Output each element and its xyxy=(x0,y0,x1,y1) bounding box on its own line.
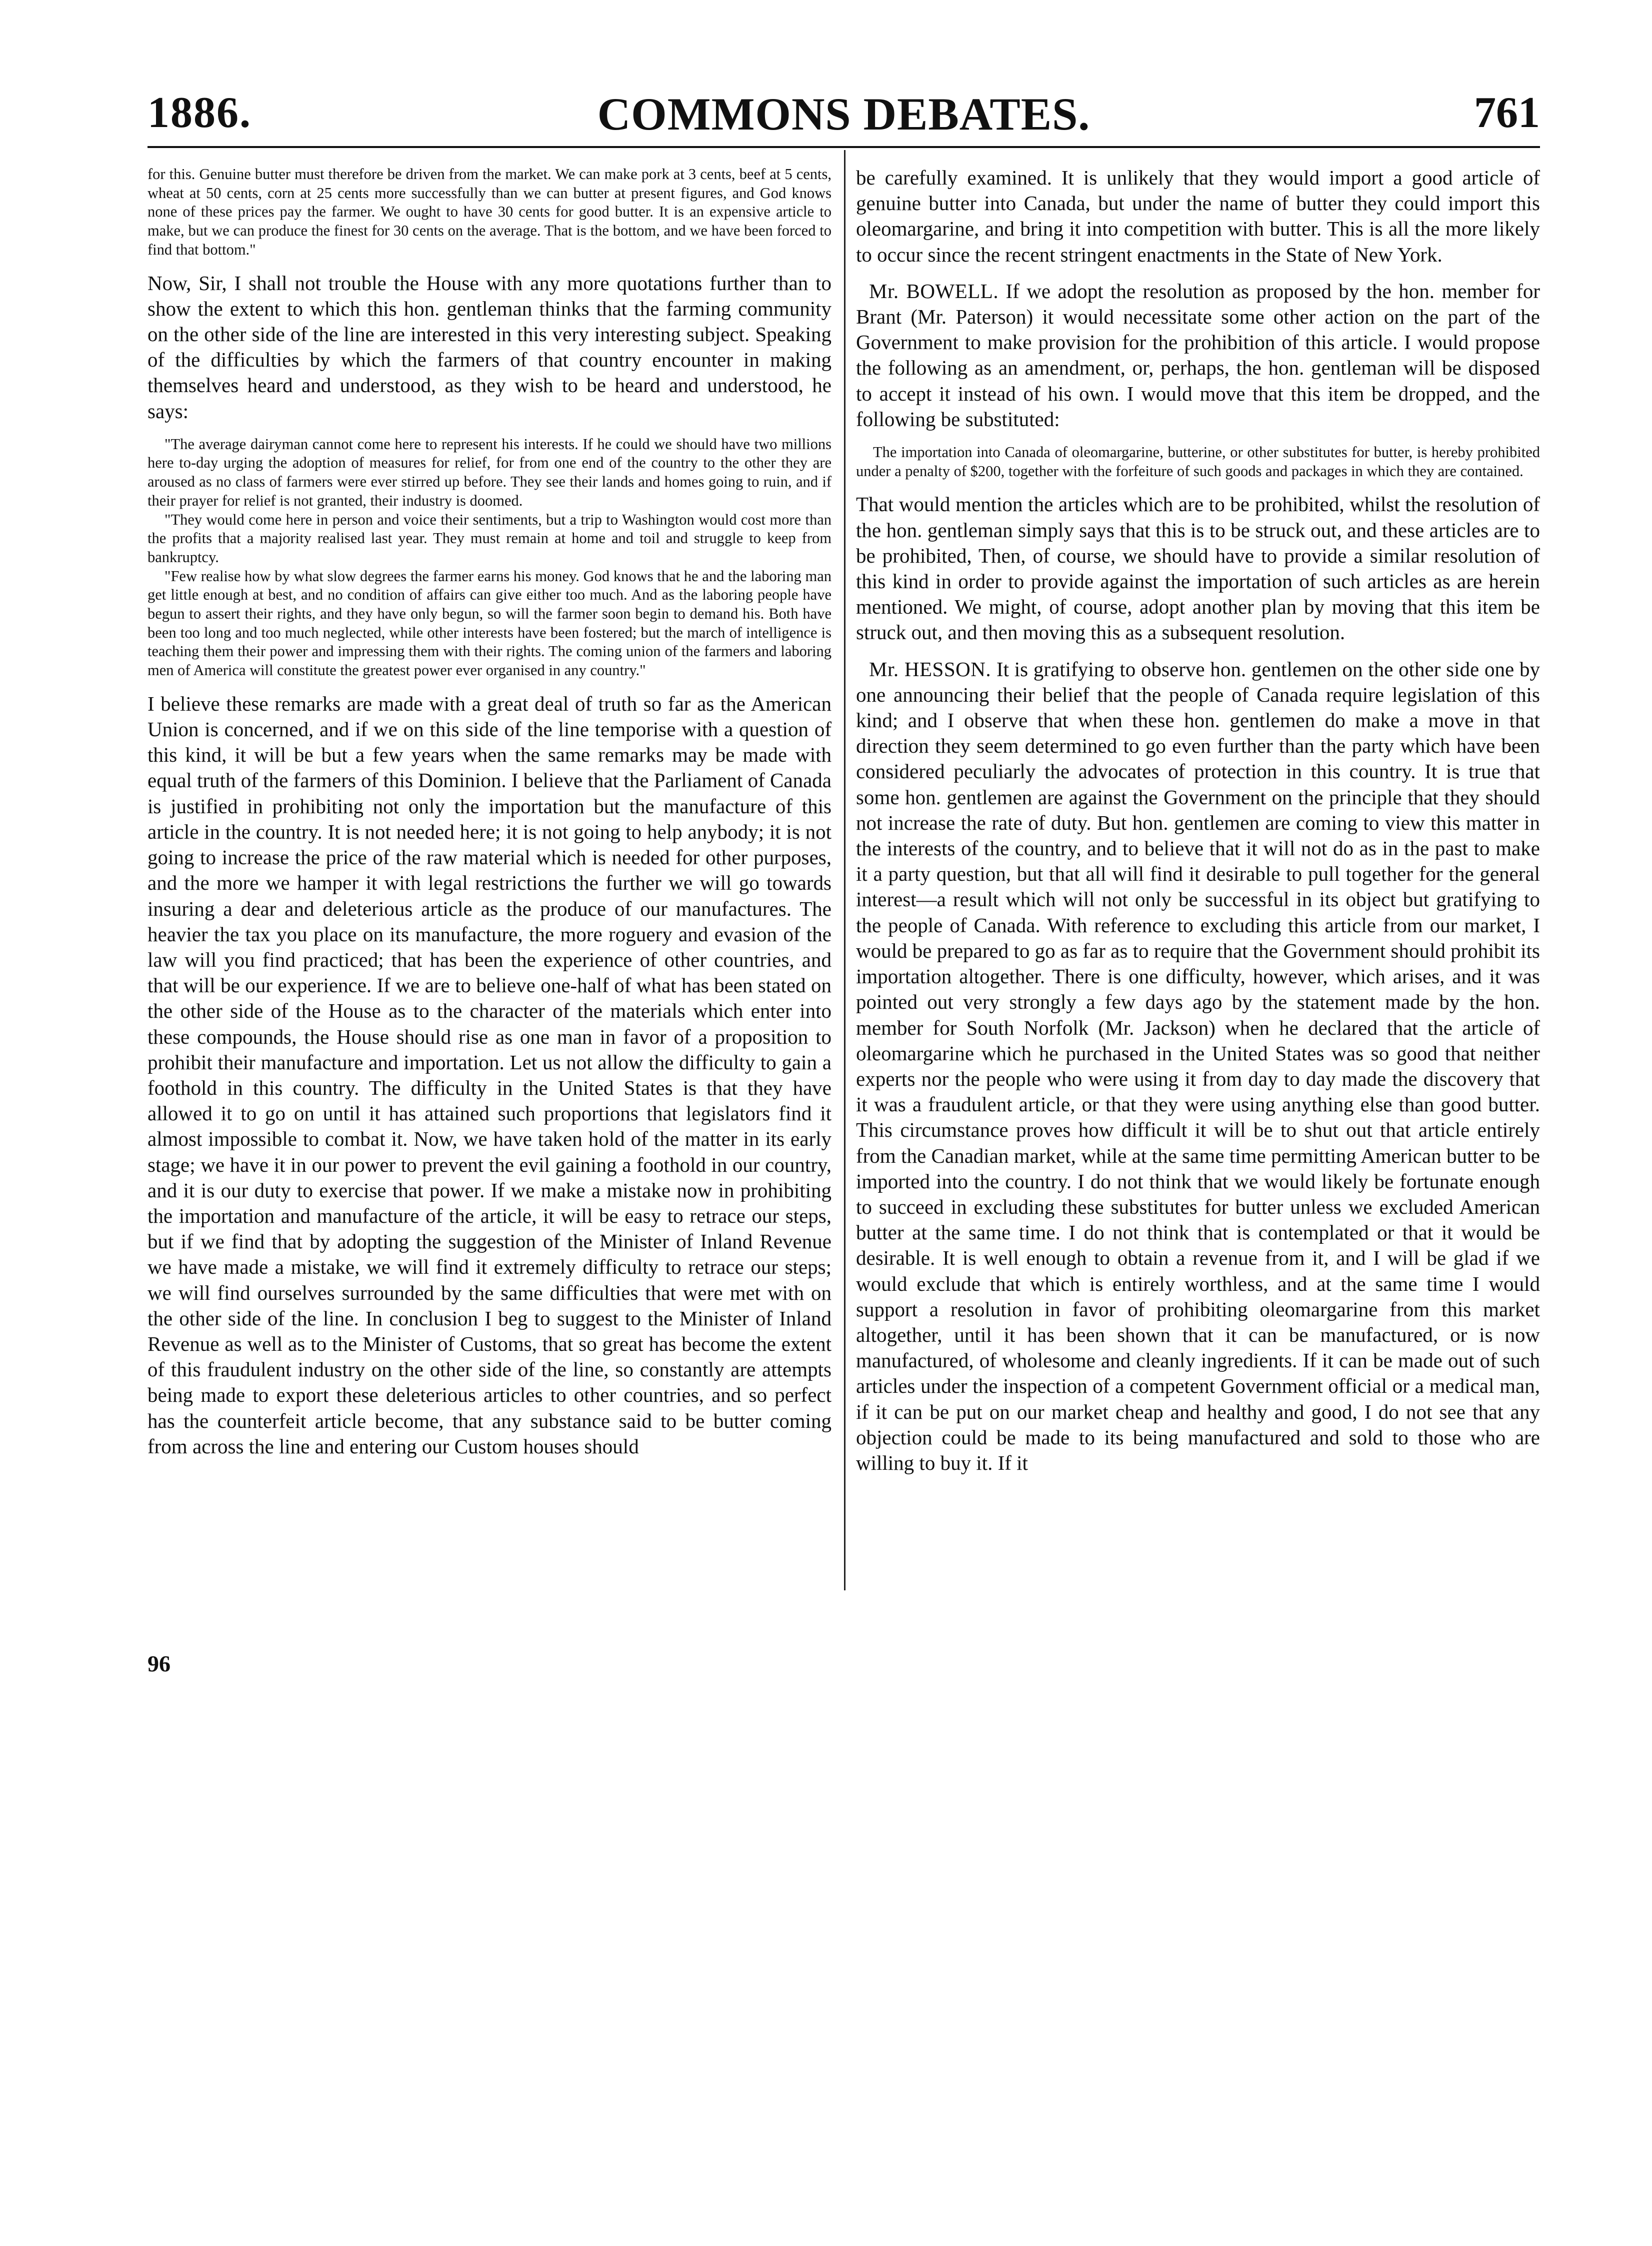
paragraph: I believe these remarks are made with a great deal of truth so far as the American Union is concerned, and if we on this side of the line temporise with a question of this kind, it will be but a few years when the same remarks may be made with equal truth of the farmers of this Dominion. I believe that the Parliament of Canada is justified in prohibiting not only the importation but the manufacture of this article in the country. It is not needed here; it is not going to help anybody; it is not going to increase the price of the raw material which is needed for other purposes, and the more we hamper it with legal restrictions the further we will go towards insuring a dear and deleterious article as the produce of our manufactures. The heavier the tax you place on its manufacture, the more roguery and evasion of the law will you find practiced; that has been the experience of other countries, and that will be our experience. If we are to believe one-half of what has been stated on the other side of the House as to the character of the materials which enter into these compounds, the House should rise as one man in favor of a proposition to prohibit their manufacture and importation. Let us not allow the difficulty to gain a foothold in this country. The difficulty in the United States is that they have allowed it to go on until it has attained such proportions that legislators find it almost impossible to combat it. Now, we have taken hold of the matter in its early stage; we have it in our power to prevent the evil gaining a foothold in our country, and it is our duty to exercise that power. If we make a mistake now in prohibiting the importation and manufacture of the article, it will be easy to retrace our steps, but if we find that by adopting the suggestion of the Minister of Inland Revenue we have made a mistake, we will find it extremely difficulty to retrace our steps; we will find ourselves surrounded by the same difficulties that were met with on the other side of the line. In conclusion I beg to suggest to the Minister of Inland Revenue as well as to the Minister of Customs, that so great has become the extent of this fraudulent industry on the other side of the line, so constantly are attempts being made to export these deleterious articles to other countries, and so perfect has the counterfeit article become, that any substance said to be butter coming from across the line and entering our Custom houses should xyxy=(148,692,832,1458)
quote-paragraph: "Few realise how by what slow degrees the farmer earns his money. God knows that he and the laboring man get little enough at best, and no condition of affairs can give either too much. And as the laboring people have begun to assert their rights, and they have only begun, so will the farmer soon begin to demand his. Both have been too long and too much neglected, while other interests have been fostered; but the march of intelligence is teaching them their power and impressing them with their rights. The coming union of the farmers and laboring men of America will constitute the greatest power ever organised in any country." xyxy=(148,567,832,679)
quote-paragraph: The importation into Canada of oleomargarine, butterine, or other substitutes for butter, is hereby prohibited under a penalty of $200, together with the forfeiture of such goods and packages in which they are contained. xyxy=(856,444,1540,480)
header-title: COMMONS DEBATES. xyxy=(597,89,1090,140)
left-column xyxy=(148,165,832,1459)
quote-paragraph: "They would come here in person and voice their sentiments, but a trip to Washington would cost more than the profits that a majority realised last year. They must remain at home and toil and struggle to keep from bankruptcy. xyxy=(148,511,832,566)
header-page-number: 761 xyxy=(1474,89,1540,137)
block-quote xyxy=(856,443,1540,481)
speech-text: It is gratifying to observe hon. gentlemen on the other side one by one announcing their belief that the people of Canada require legislation of this kind; and I observe that when these hon. gentlemen do make a move in that direction they seem determined to go even further than the party which have been considered peculiarly the advocates of protection in this country. It is true that some hon. gentlemen are against the Government on the principle that they should not increase the rate of duty. But hon. gentlemen are coming to view this matter in the interests of the country, and to believe that it will not do as in the past to make it a party question, but that all will find it desirable to pull together for the general interest—a result which will not only be successful in its object but gratifying to the people of Canada. With reference to excluding this article from our market, I would be prepared to go as far as to require that the Government should prohibit its importation altogether. There is one difficulty, however, which arises, and it was pointed out very strongly a few days ago by the statement made by the hon. member for South Norfolk (Mr. Jackson) when he declared that the article of oleomargarine which he purchased in the United States was so good that neither experts nor the people who were using it from day to day made the discovery that it was a fraudulent article, or that they were using anything else than good butter. This circumstance proves how difficult it will be to shut out that article entirely from the Canadian market, while at the same time permitting American butter to be imported into the country. I do not think that we would likely be fortunate enough to succeed in excluding these substitutes for butter unless we excluded American butter at the same time. I do not think that is contemplated or that it would be desirable. It is well enough to obtain a revenue from it, and I will be glad if we would exclude that which is entirely worthless, and at the same time I would support a resolution in favor of prohibiting oleomargarine from this market altogether, until it has been shown that it can be manufactured, or is now manufactured, of wholesome and cleanly ingredients. If it can be made out of such articles under the inspection of a competent Government official or a medical man, if it can be put on our market cheap and healthy and good, I do not see that any objection could be made to its being manufactured and sold to those who are willing to buy it. If it xyxy=(856,657,1540,1474)
right-column xyxy=(856,165,1540,1476)
speech xyxy=(856,657,1540,1476)
block-quote xyxy=(148,435,832,680)
speaker-name: Mr. BOWELL. xyxy=(869,279,999,303)
column-divider xyxy=(844,150,846,1590)
page-header xyxy=(148,83,1540,143)
header-year: 1886. xyxy=(148,89,252,137)
quote-continued-text: for this. Genuine butter must therefore be driven from the market. We can make pork at 3 cents, beef at 5 cents, wheat at 50 cents, corn at 25 cents more successfully than we can butter at present figures, and God knows none of these prices pay the farmer. We ought to have 30 cents for good butter. It is an expensive article to make, but we can produce the finest for 30 cents on the average. That is the bottom, and we have been forced to find that bottom." xyxy=(148,166,832,258)
speech-text: If we adopt the resolution as proposed by the hon. member for Brant (Mr. Paterson) it would necessitate some other action on the part of the Government to make provision for the prohibition of this article. I would propose the following as an amendment, or, perhaps, the hon. gentleman will be disposed to accept it instead of his own. I would move that this item be dropped, and the following be substituted: xyxy=(856,279,1540,431)
quote-paragraph: "The average dairyman cannot come here to represent his interests. If he could we should have two millions here to-day urging the adoption of measures for relief, for from one end of the country to the other they are aroused as no class of farmers were ever stirred up before. They see their lands and homes going to ruin, and if their prayer for relief is not granted, their industry is doomed. xyxy=(148,435,832,509)
speaker-name: Mr. HESSON. xyxy=(869,657,992,681)
speech xyxy=(856,279,1540,432)
paragraph: be carefully examined. It is unlikely that they would import a good article of genuine butter into Canada, but under the name of butter they could import this oleomargarine, and bring it into competition with butter. This is all the more likely to occur since the recent stringent enactments in the State of New York. xyxy=(856,166,1540,266)
quote-continued xyxy=(148,165,832,260)
header-rule xyxy=(148,146,1540,148)
paragraph: Now, Sir, I shall not trouble the House with any more quotations further than to show the extent to which this hon. gentleman thinks that the farming community on the other side of the line are interested in this very interesting subject. Speaking of the difficulties by which the farmers of that country encounter in making themselves heard and understood, as they wish to be heard and understood, he says: xyxy=(148,271,832,423)
signature-mark: 96 xyxy=(148,1651,170,1676)
paragraph: That would mention the articles which are to be prohibited, whilst the resolution of the hon. gentleman simply says that this is to be struck out, and these articles are to be prohibited, Then, of course, we should have to provide a similar resolution of this kind in order to provide against the importation of such articles as are herein mentioned. We might, of course, adopt another plan by moving that this item be struck out, and then moving this as a subsequent resolution. xyxy=(856,493,1540,644)
